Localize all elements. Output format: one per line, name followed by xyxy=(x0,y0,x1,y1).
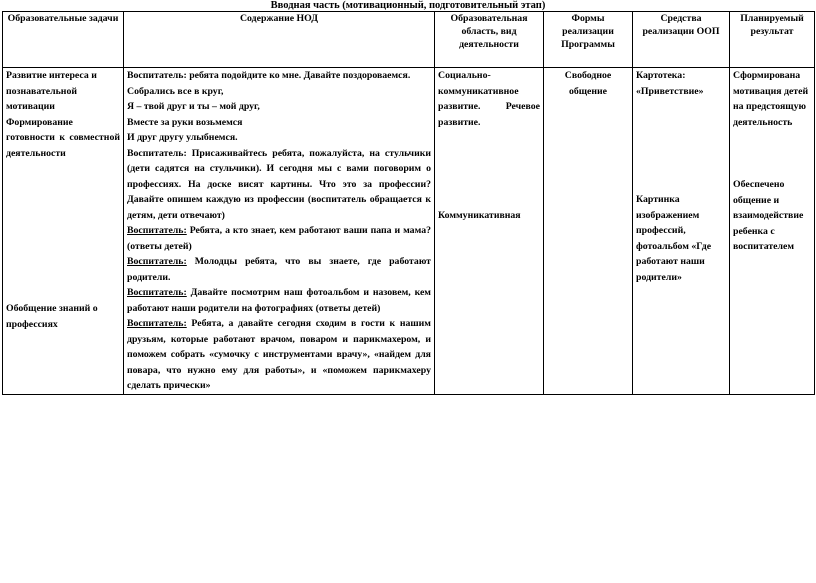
content-question-4 xyxy=(127,316,431,394)
tasks-cell xyxy=(3,68,124,395)
content-question-3 xyxy=(127,285,431,316)
content-professions: Воспитатель: Присаживайтесь ребята, пожалуйста, на стульчики (дети садятся на стульчики). И сегодня мы с вами поговорим о профессиях. На доске висят картины. Что это за профессии? Давайте опишем каждую из профессии (воспитатель обращается к детям, дети отвечают) xyxy=(127,147,431,221)
forms-cell xyxy=(544,68,633,395)
header-results: Планируемый результат xyxy=(730,12,815,68)
task-readiness: Формирование готовности к совместной деятельности xyxy=(6,116,120,159)
spacer xyxy=(438,130,540,208)
means-card-index: Картотека: «Приветствие» xyxy=(636,70,704,97)
header-row xyxy=(3,12,815,68)
header-forms: Формы реализации Программы xyxy=(544,12,633,68)
form-free-communication: Свободное общение xyxy=(564,70,612,97)
result-motivation: Сформирована мотивация детей на предстоящую деятельность xyxy=(733,70,809,128)
spacer xyxy=(733,130,811,177)
section-title: Вводная часть (мотивационный, подготовительный этап) xyxy=(270,0,546,11)
task-interest: Развитие интереса и познавательной мотивации xyxy=(6,70,97,112)
header-content: Содержание НОД xyxy=(124,12,435,68)
speaker-label: Воспитатель: xyxy=(127,256,187,267)
speech-text: Молодцы ребята, что вы знаете, где работают родители. xyxy=(127,256,431,283)
header-area: Образовательная область, вид деятельности xyxy=(435,12,544,68)
spacer xyxy=(6,161,120,301)
spacer xyxy=(636,99,726,192)
means-cell xyxy=(633,68,730,395)
area-communicative: Коммуникативная xyxy=(438,210,521,221)
header-tasks: Образовательные задачи xyxy=(3,12,124,68)
means-pictures: Картинка изображением профессий, фотоальбом «Где работают наши родители» xyxy=(636,194,712,283)
content-greeting: Воспитатель: ребята подойдите ко мне. Давайте поздороваемся. xyxy=(127,70,411,81)
area-development: Социально-коммуникативное развитие. Речевое развитие. xyxy=(438,70,540,128)
content-question-1 xyxy=(127,223,431,254)
result-communication: Обеспечено общение и взаимодействие ребенка с воспитателем xyxy=(733,179,804,252)
area-cell xyxy=(435,68,544,395)
header-means: Средства реализации ООП xyxy=(633,12,730,68)
speech-text: Ребята, а давайте сегодня сходим в гости к нашим друзьям, которые работают врачом, поваром и парикмахером, и поможем собрать «сумочку с инструментами врачу», «найдем для повара, что нужно ему для работы», и «поможем парикмахеру сделать прически» xyxy=(127,318,431,391)
content-question-2 xyxy=(127,254,431,285)
content-cell xyxy=(124,68,435,395)
speech-text: Ребята, а кто знает, кем работают ваши папа и мама? (ответы детей) xyxy=(127,225,431,252)
content-row xyxy=(3,68,815,395)
speech-text: Давайте посмотрим наш фотоальбом и назовем, кем работают наши родители на фотографиях (ответы детей) xyxy=(127,287,431,314)
poem-line-3: Вместе за руки возьмемся xyxy=(127,116,243,128)
task-generalization: Обобщение знаний о профессиях xyxy=(6,303,98,330)
lesson-plan-table xyxy=(2,11,815,395)
results-cell xyxy=(730,68,815,395)
poem-line-4: И друг другу улыбнемся. xyxy=(127,132,238,143)
poem-line-1: Собрались все в круг, xyxy=(127,85,224,97)
poem-line-2: Я – твой друг и ты – мой друг, xyxy=(127,101,260,112)
speaker-label: Воспитатель: xyxy=(127,318,187,329)
speaker-label: Воспитатель: xyxy=(127,287,187,298)
speaker-label: Воспитатель: xyxy=(127,225,187,236)
